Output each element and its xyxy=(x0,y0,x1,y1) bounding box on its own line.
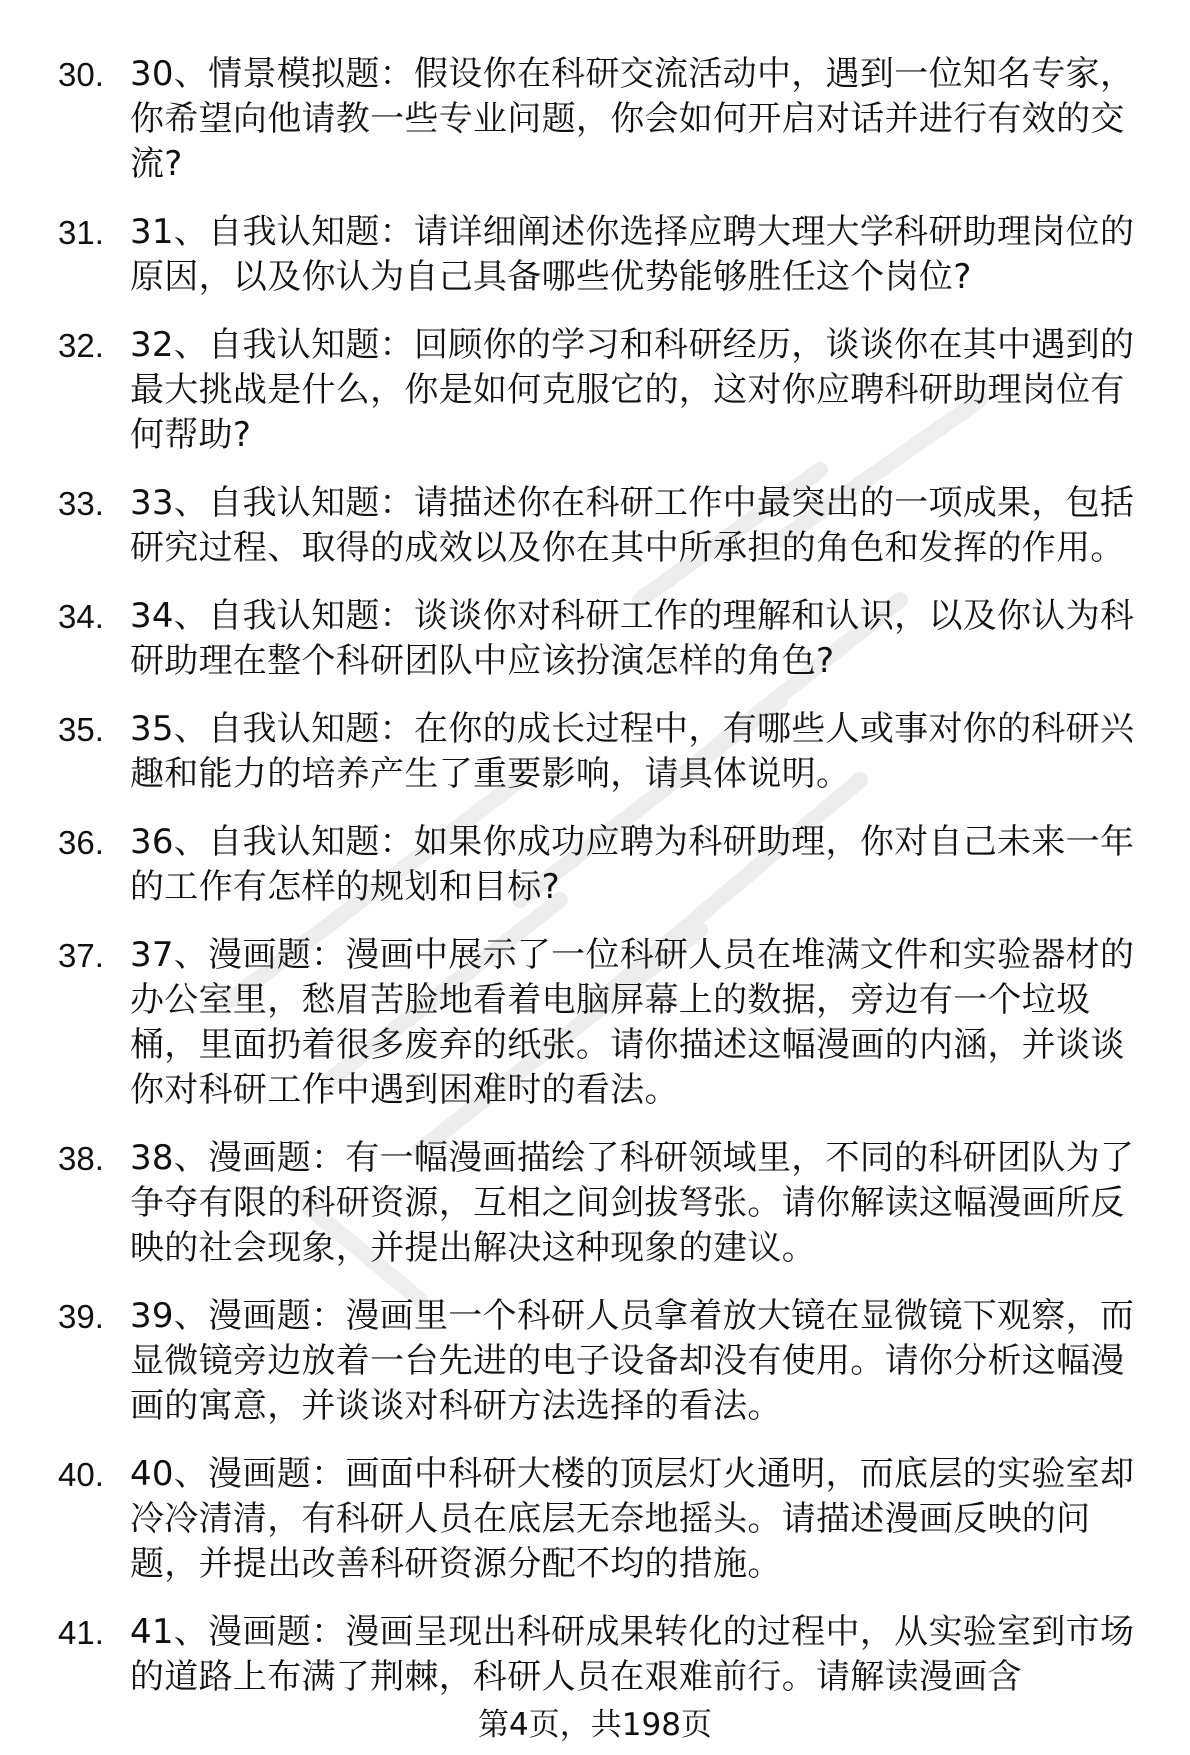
question-text: 33、自我认知题：请描述你在科研工作中最突出的一项成果，包括研究过程、取得的成效以及你在其中所承担的角色和发挥的作用。 xyxy=(130,483,1135,568)
question-text: 31、自我认知题：请详细阐述你选择应聘大理大学科研助理岗位的原因，以及你认为自己具备哪些优势能够胜任这个岗位? xyxy=(130,212,1135,297)
question-number: 33. xyxy=(58,485,104,522)
question-number: 39. xyxy=(58,1298,104,1335)
question-text: 40、漫画题：画面中科研大楼的顶层灯火通明，而底层的实验室却冷冷清清，有科研人员在底层无奈地摇头。请描述漫画反映的问题，并提出改善科研资源分配不均的措施。 xyxy=(130,1454,1135,1584)
question-number: 37. xyxy=(58,937,104,974)
question-item xyxy=(58,1452,1143,1587)
question-text: 32、自我认知题：回顾你的学习和科研经历，谈谈你在其中遇到的最大挑战是什么，你是如何克服它的，这对你应聘科研助理岗位有何帮助? xyxy=(130,325,1135,455)
question-item xyxy=(58,820,1143,910)
question-number: 31. xyxy=(58,214,104,251)
question-number: 38. xyxy=(58,1140,104,1177)
question-item xyxy=(58,933,1143,1113)
page-footer: 第4页，共198页 xyxy=(478,1707,712,1743)
question-number: 41. xyxy=(58,1614,104,1651)
question-text: 39、漫画题：漫画里一个科研人员拿着放大镜在显微镜下观察，而显微镜旁边放着一台先进的电子设备却没有使用。请你分析这幅漫画的寓意，并谈谈对科研方法选择的看法。 xyxy=(130,1296,1135,1426)
question-item xyxy=(58,481,1143,571)
question-text: 38、漫画题：有一幅漫画描绘了科研领域里，不同的科研团队为了争夺有限的科研资源，互相之间剑拔弩张。请你解读这幅漫画所反映的社会现象，并提出解决这种现象的建议。 xyxy=(130,1138,1135,1268)
question-text: 34、自我认知题：谈谈你对科研工作的理解和认识，以及你认为科研助理在整个科研团队中应该扮演怎样的角色? xyxy=(130,596,1135,681)
question-item xyxy=(58,1136,1143,1271)
question-list xyxy=(58,52,1143,1723)
question-item xyxy=(58,594,1143,684)
question-item xyxy=(58,707,1143,797)
question-text: 30、情景模拟题：假设你在科研交流活动中，遇到一位知名专家，你希望向他请教一些专业问题，你会如何开启对话并进行有效的交流? xyxy=(130,54,1135,184)
question-item xyxy=(58,1294,1143,1429)
question-text: 37、漫画题：漫画中展示了一位科研人员在堆满文件和实验器材的办公室里，愁眉苦脸地看着电脑屏幕上的数据，旁边有一个垃圾桶，里面扔着很多废弃的纸张。请你描述这幅漫画的内涵，并谈谈你对科研工作中遇到困难时的看法。 xyxy=(130,935,1135,1110)
question-text: 35、自我认知题：在你的成长过程中，有哪些人或事对你的科研兴趣和能力的培养产生了重要影响，请具体说明。 xyxy=(130,709,1135,794)
question-item xyxy=(58,210,1143,300)
question-number: 34. xyxy=(58,598,104,635)
question-item xyxy=(58,1610,1143,1700)
question-item xyxy=(58,52,1143,187)
question-text: 36、自我认知题：如果你成功应聘为科研助理，你对自己未来一年的工作有怎样的规划和目标? xyxy=(130,822,1135,907)
question-item xyxy=(58,323,1143,458)
question-number: 32. xyxy=(58,327,104,364)
question-number: 30. xyxy=(58,56,104,93)
question-number: 36. xyxy=(58,824,104,861)
question-number: 35. xyxy=(58,711,104,748)
question-number: 40. xyxy=(58,1456,104,1493)
question-text: 41、漫画题：漫画呈现出科研成果转化的过程中，从实验室到市场的道路上布满了荆棘，科研人员在艰难前行。请解读漫画含 xyxy=(130,1612,1135,1697)
